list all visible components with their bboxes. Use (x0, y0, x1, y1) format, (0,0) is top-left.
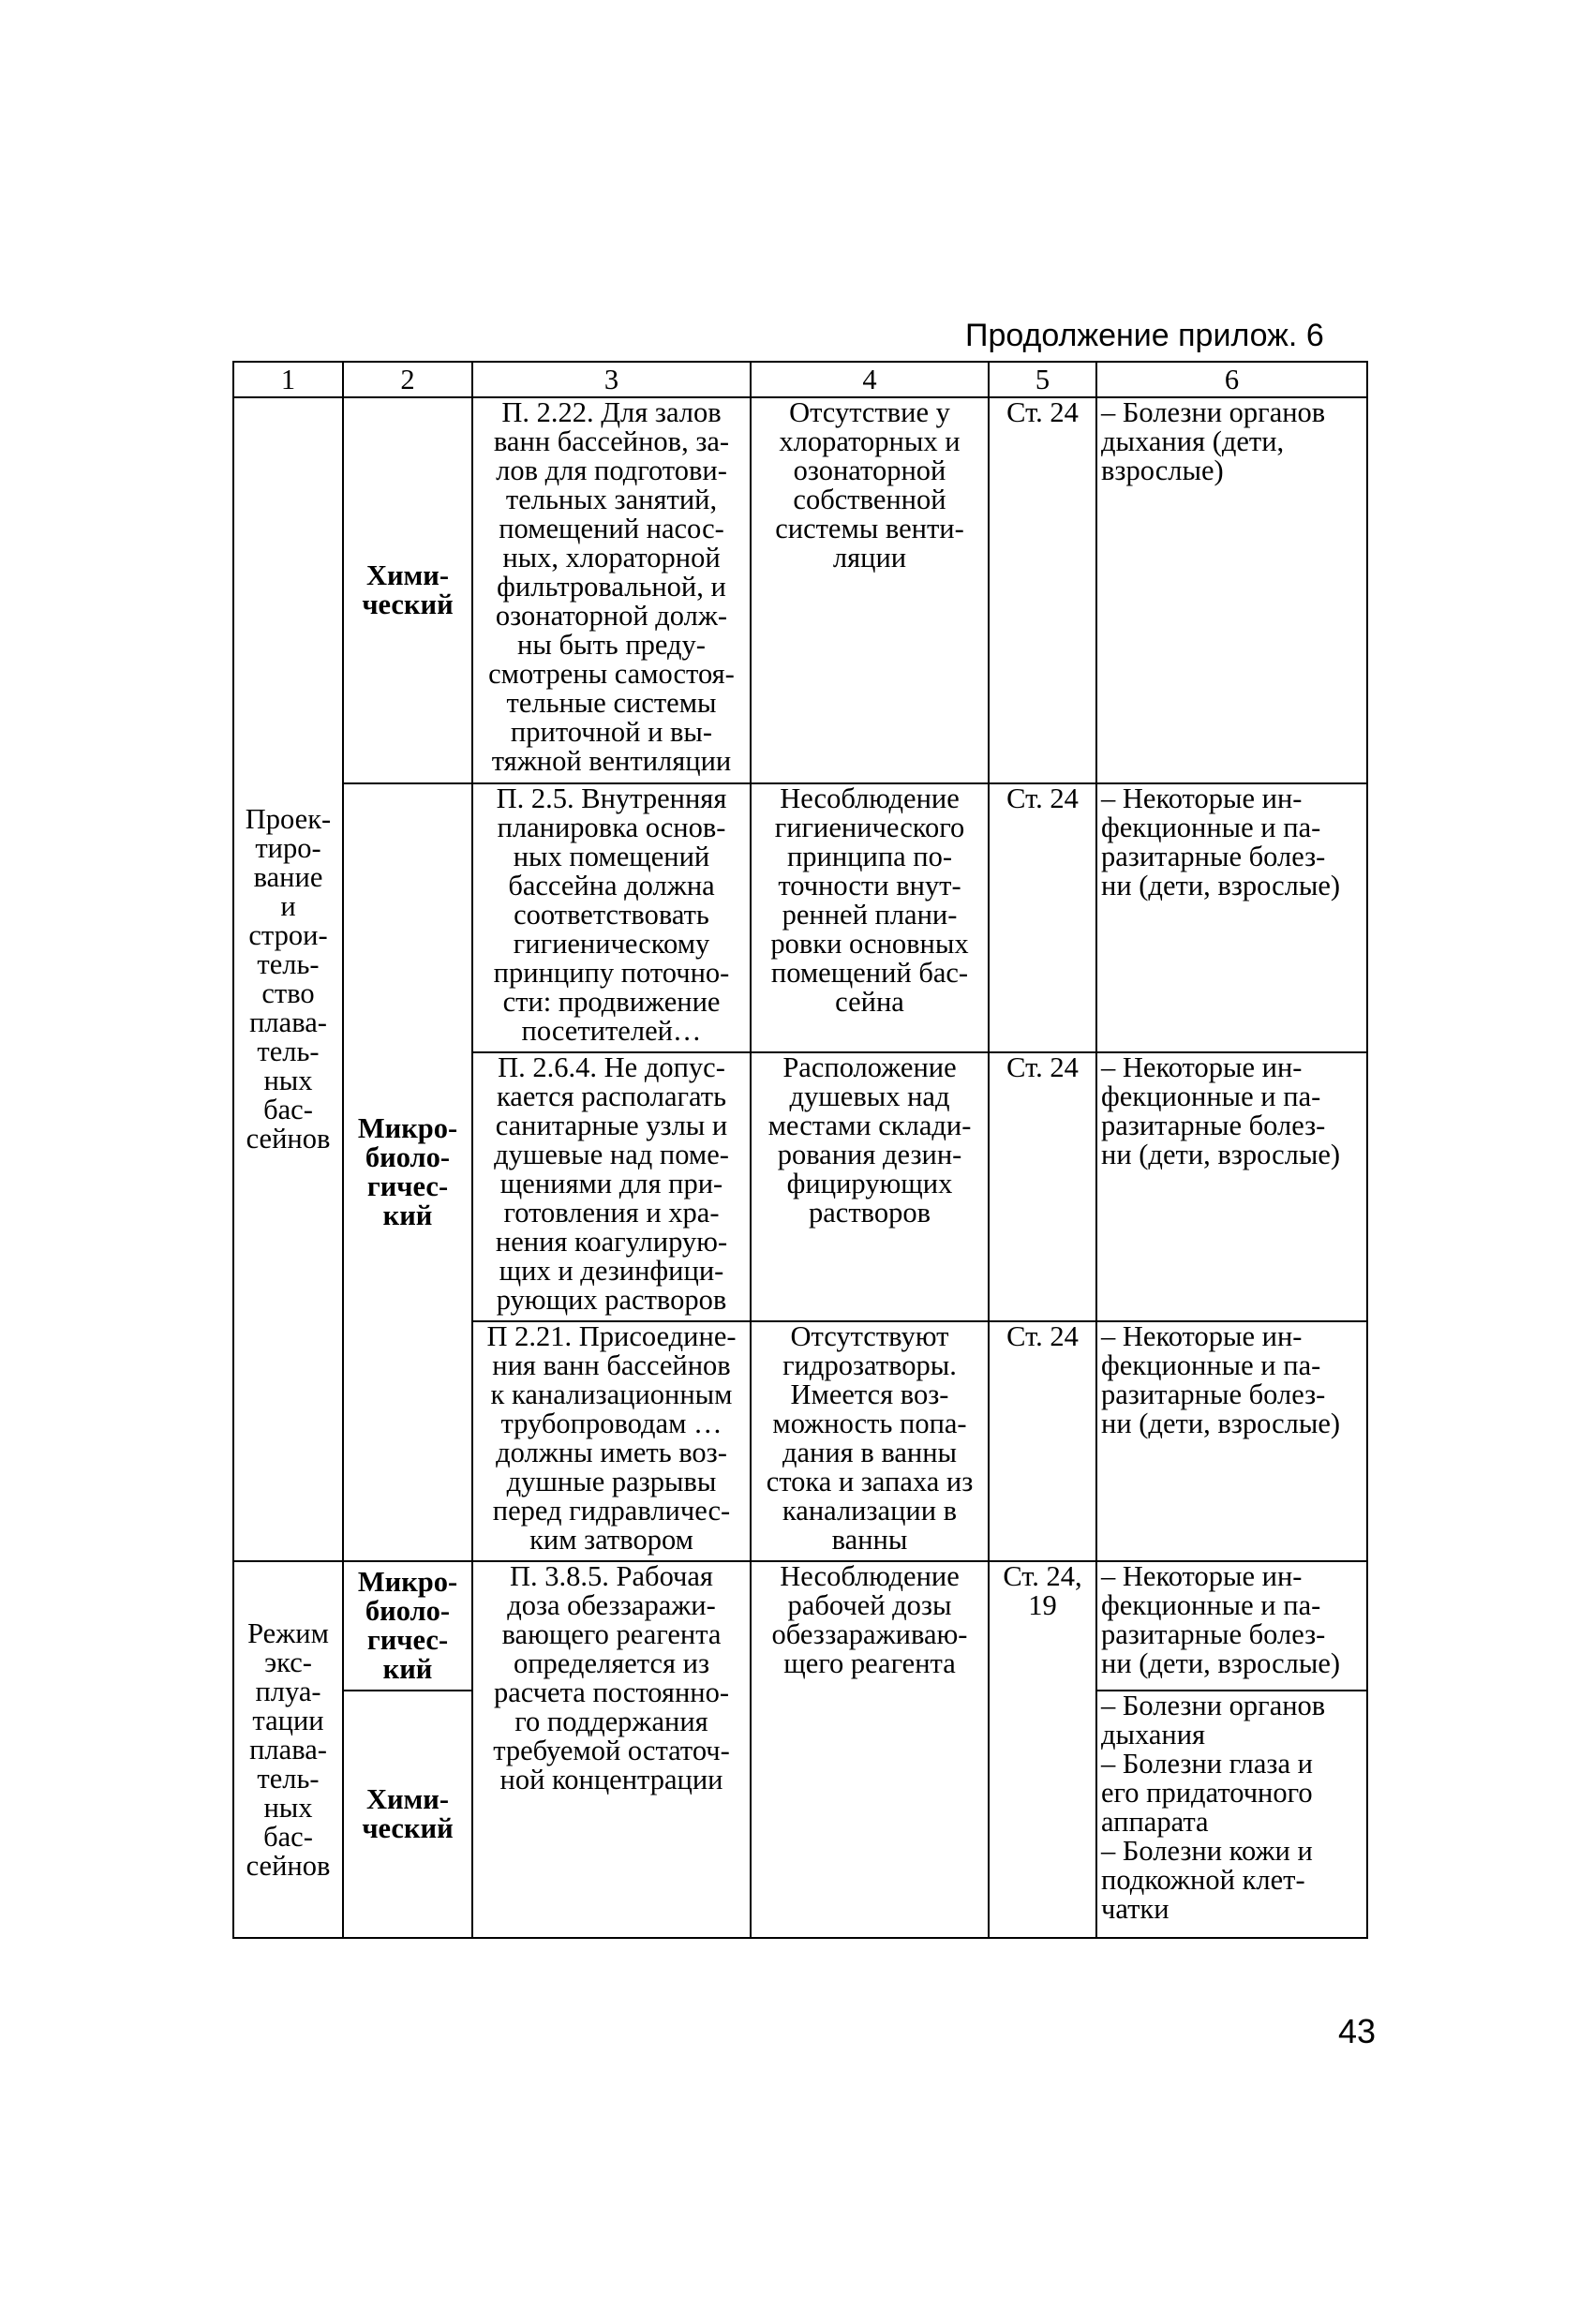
diseases-cell: – Некоторые ин- фекционные и па- разитарные болез- ни (дети, взрослые) (1096, 1321, 1367, 1561)
violation-cell: Несоблюдение рабочей дозы обеззараживаю- щего реагента (751, 1561, 989, 1938)
norm-cell: П 2.21. Присоедине- ния ванн бассейнов к канализационным трубопроводам … должны иметь воз- душные разрывы перед гидравличес- ким затвором (472, 1321, 751, 1561)
diseases-cell: – Некоторые ин- фекционные и па- разитарные болез- ни (дети, взрослые) (1096, 1561, 1367, 1691)
norm-cell: П. 2.6.4. Не допус- кается располагать санитарные узлы и душевые над поме- щениями для при- готовления и хра- нения коагулирую- щих и дезинфици- рующих растворов (472, 1052, 751, 1321)
stage-cell: Проек- тиро- вание и строи- тель- ство плава- тель- ных бас- сейнов (233, 397, 343, 1561)
norm-cell: П. 3.8.5. Рабочая доза обеззаражи- вающего реагента определяется из расчета постоянно- го поддержания требуемой остаточ- ной концентрации (472, 1561, 751, 1938)
diseases-cell: – Болезни органов дыхания (дети, взрослые) (1096, 397, 1367, 783)
factor-cell: Хими- ческий (343, 1691, 472, 1938)
article-cell: Ст. 24, 19 (989, 1561, 1096, 1938)
stage-cell: Режим экс- плуа- тации плава- тель- ных бас- сейнов (233, 1561, 343, 1938)
diseases-cell: – Некоторые ин- фекционные и па- разитарные болез- ни (дети, взрослые) (1096, 1052, 1367, 1321)
factor-cell: Хими- ческий (343, 397, 472, 783)
article-cell: Ст. 24 (989, 1052, 1096, 1321)
table-row (233, 397, 1367, 783)
table-row (233, 783, 1367, 1052)
column-header: 6 (1096, 362, 1367, 397)
column-header: 3 (472, 362, 751, 397)
column-header: 2 (343, 362, 472, 397)
column-header: 5 (989, 362, 1096, 397)
violation-cell: Расположение душевых над местами склади- рования дезин- фицирующих растворов (751, 1052, 989, 1321)
violation-cell: Отсутствуют гидрозатворы. Имеется воз- можность попа- дания в ванны стока и запаха из канализации в ванны (751, 1321, 989, 1561)
column-header: 4 (751, 362, 989, 397)
article-cell: Ст. 24 (989, 397, 1096, 783)
page-number: 43 (1337, 2012, 1376, 2050)
norm-cell: П. 2.5. Внутренняя планировка основ- ных помещений бассейна должна соответствовать гигиеническому принципу поточно- сти: продвижение посетителей… (472, 783, 751, 1052)
diseases-cell: – Некоторые ин- фекционные и па- разитарные болез- ни (дети, взрослые) (1096, 783, 1367, 1052)
violation-cell: Несоблюдение гигиенического принципа по- точности внут- ренней плани- ровки основных помещений бас- сейна (751, 783, 989, 1052)
norm-cell: П. 2.22. Для залов ванн бассейнов, за- лов для подготови- тельных занятий, помещений насос- ных, хлораторной фильтровальной, и озонаторной долж- ны быть преду- смотрены самостоя- тельные системы приточной и вы- тяжной вентиляции (472, 397, 751, 783)
violations-table (232, 361, 1368, 1939)
table-header-row (233, 362, 1367, 397)
factor-cell: Микро- биоло- гичес- кий (343, 783, 472, 1561)
article-cell: Ст. 24 (989, 1321, 1096, 1561)
table-row (233, 1561, 1367, 1691)
article-cell: Ст. 24 (989, 783, 1096, 1052)
column-header: 1 (233, 362, 343, 397)
factor-cell: Микро- биоло- гичес- кий (343, 1561, 472, 1691)
continuation-label: Продолжение прилож. 6 (965, 318, 1324, 353)
violation-cell: Отсутствие у хлораторных и озонаторной собственной системы венти- ляции (751, 397, 989, 783)
diseases-cell: – Болезни органов дыхания – Болезни глаза и его придаточного аппарата – Болезни кожи и подкожной клет- чатки (1096, 1691, 1367, 1938)
